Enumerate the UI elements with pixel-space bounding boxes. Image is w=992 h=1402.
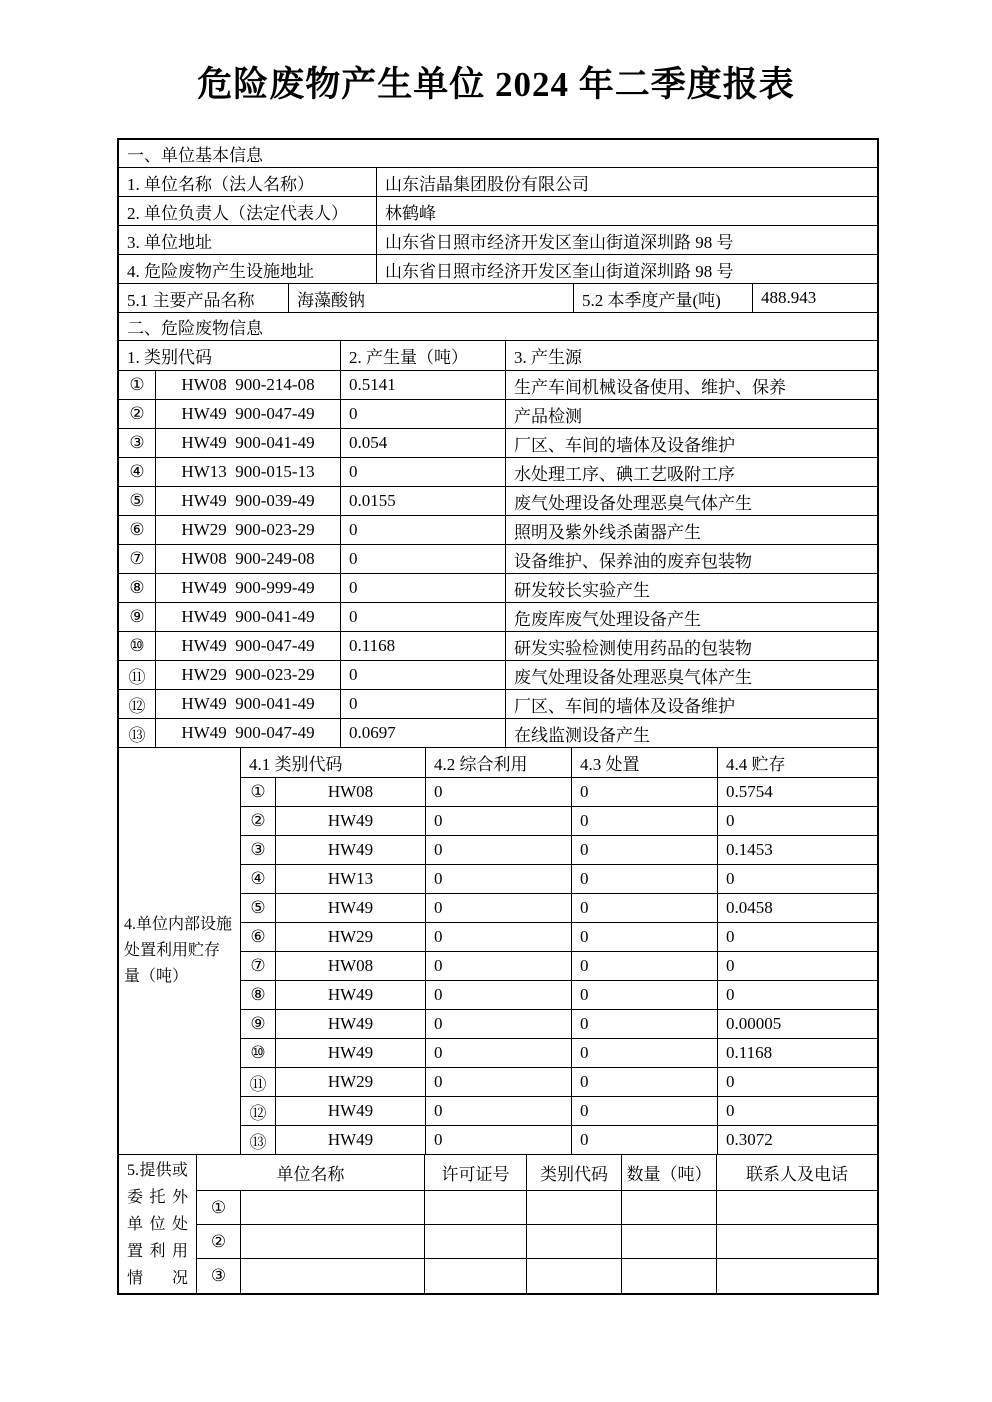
waste-code: HW29 — [276, 1068, 426, 1097]
header-4-4-storage: 4.4 贮存 — [718, 748, 877, 778]
waste-code: HW29 — [276, 923, 426, 952]
storage-value: 0.1168 — [718, 1039, 877, 1068]
waste-code: HW08 — [276, 778, 426, 807]
header-unit-name: 单位名称 — [197, 1155, 425, 1191]
section4-rows — [241, 778, 877, 1155]
table-row — [241, 1126, 877, 1155]
table-row — [197, 1225, 877, 1259]
row-number: ④ — [119, 458, 156, 487]
section5-table — [197, 1155, 877, 1293]
disposal-value: 0 — [572, 1010, 718, 1039]
table-row — [241, 807, 877, 836]
row-number: ⑬ — [119, 719, 156, 748]
disposal-value: 0 — [572, 923, 718, 952]
section2-header-row — [119, 341, 877, 371]
generation-source: 产品检测 — [506, 400, 877, 429]
waste-code: HW49 900-999-49 — [156, 574, 341, 603]
row-number: ⑫ — [119, 690, 156, 719]
generation-source: 研发较长实验产生 — [506, 574, 877, 603]
generation-source: 厂区、车间的墙体及设备维护 — [506, 690, 877, 719]
disposal-value: 0 — [572, 1097, 718, 1126]
row-number: ⑦ — [119, 545, 156, 574]
table-row — [119, 226, 877, 255]
field-label: 4. 危险废物产生设施地址 — [119, 255, 377, 284]
generation-source: 生产车间机械设备使用、维护、保养 — [506, 371, 877, 400]
row-number: ⑨ — [119, 603, 156, 632]
contact-value — [717, 1191, 877, 1225]
row-number: ⑧ — [119, 574, 156, 603]
waste-code: HW49 — [276, 836, 426, 865]
utilization-value: 0 — [426, 1068, 572, 1097]
table-row — [241, 1097, 877, 1126]
row-number: ② — [241, 807, 276, 836]
waste-code: HW13 — [276, 865, 426, 894]
storage-value: 0.1453 — [718, 836, 877, 865]
generated-amount: 0 — [341, 545, 506, 574]
row-number: ③ — [119, 429, 156, 458]
storage-value: 0.0458 — [718, 894, 877, 923]
row-number: ⑥ — [241, 923, 276, 952]
table-row — [241, 952, 877, 981]
table-row — [119, 603, 877, 632]
row-number: ⑪ — [241, 1068, 276, 1097]
field-value: 山东省日照市经济开发区奎山街道深圳路 98 号 — [377, 255, 877, 284]
unit-name-value — [241, 1225, 425, 1259]
generated-amount: 0 — [341, 661, 506, 690]
storage-value: 0.00005 — [718, 1010, 877, 1039]
utilization-value: 0 — [426, 865, 572, 894]
row-number: ③ — [241, 836, 276, 865]
generation-source: 废气处理设备处理恶臭气体产生 — [506, 487, 877, 516]
table-row — [197, 1259, 877, 1293]
table-row — [241, 1039, 877, 1068]
generated-amount: 0 — [341, 458, 506, 487]
generation-source: 研发实验检测使用药品的包装物 — [506, 632, 877, 661]
generated-amount: 0.1168 — [341, 632, 506, 661]
table-row — [241, 1068, 877, 1097]
unit-name-value — [241, 1259, 425, 1293]
generated-amount: 0.0155 — [341, 487, 506, 516]
waste-code: HW49 — [276, 894, 426, 923]
row-number: ⑪ — [119, 661, 156, 690]
utilization-value: 0 — [426, 1126, 572, 1155]
row-number: ⑤ — [241, 894, 276, 923]
waste-code: HW49 900-041-49 — [156, 603, 341, 632]
generation-source: 危废库废气处理设备产生 — [506, 603, 877, 632]
amount-value — [622, 1225, 717, 1259]
disposal-value: 0 — [572, 778, 718, 807]
waste-code: HW49 900-041-49 — [156, 690, 341, 719]
waste-code: HW08 — [276, 952, 426, 981]
table-row — [119, 429, 877, 458]
storage-value: 0.5754 — [718, 778, 877, 807]
table-row — [119, 690, 877, 719]
generation-source: 在线监测设备产生 — [506, 719, 877, 748]
utilization-value: 0 — [426, 952, 572, 981]
waste-code: HW49 — [276, 981, 426, 1010]
header-amount-5: 数量（吨） — [622, 1155, 717, 1191]
table-row — [119, 168, 877, 197]
row-number: ⑥ — [119, 516, 156, 545]
table-row — [241, 778, 877, 807]
storage-value: 0 — [718, 1068, 877, 1097]
disposal-value: 0 — [572, 836, 718, 865]
utilization-value: 0 — [426, 1010, 572, 1039]
utilization-value: 0 — [426, 981, 572, 1010]
utilization-value: 0 — [426, 778, 572, 807]
storage-value: 0 — [718, 981, 877, 1010]
category-code-value — [527, 1191, 622, 1225]
utilization-value: 0 — [426, 1097, 572, 1126]
header-generation-source: 3. 产生源 — [506, 341, 877, 371]
table-row — [119, 632, 877, 661]
generation-source: 厂区、车间的墙体及设备维护 — [506, 429, 877, 458]
row-number: ⑨ — [241, 1010, 276, 1039]
field-label: 1. 单位名称（法人名称） — [119, 168, 377, 197]
table-row — [119, 719, 877, 748]
disposal-value: 0 — [572, 981, 718, 1010]
utilization-value: 0 — [426, 923, 572, 952]
disposal-value: 0 — [572, 1126, 718, 1155]
row-number: ⑧ — [241, 981, 276, 1010]
section5-label-cell — [119, 1155, 197, 1293]
row-number: ① — [241, 778, 276, 807]
disposal-value: 0 — [572, 865, 718, 894]
table-row — [119, 545, 877, 574]
disposal-value: 0 — [572, 1068, 718, 1097]
table-row — [241, 981, 877, 1010]
section1-heading-row — [119, 140, 877, 168]
table-row — [241, 865, 877, 894]
quarter-output-label: 5.2 本季度产量(吨) — [574, 284, 753, 313]
storage-value: 0 — [718, 952, 877, 981]
contact-value — [717, 1225, 877, 1259]
section5-header-row — [197, 1155, 877, 1191]
row-number: ⑩ — [119, 632, 156, 661]
storage-value: 0.3072 — [718, 1126, 877, 1155]
generated-amount: 0 — [341, 516, 506, 545]
disposal-value: 0 — [572, 1039, 718, 1068]
generated-amount: 0.054 — [341, 429, 506, 458]
generated-amount: 0 — [341, 690, 506, 719]
contact-value — [717, 1259, 877, 1293]
waste-code: HW13 900-015-13 — [156, 458, 341, 487]
header-4-1-category-code: 4.1 类别代码 — [241, 748, 426, 778]
waste-code: HW49 900-047-49 — [156, 400, 341, 429]
table-row — [119, 487, 877, 516]
waste-code: HW08 900-214-08 — [156, 371, 341, 400]
product-name-label: 5.1 主要产品名称 — [119, 284, 289, 313]
table-row — [241, 836, 877, 865]
header-permit-no: 许可证号 — [425, 1155, 527, 1191]
category-code-value — [527, 1225, 622, 1259]
table-row — [197, 1191, 877, 1225]
field-value: 山东省日照市经济开发区奎山街道深圳路 98 号 — [377, 226, 877, 255]
storage-value: 0 — [718, 1097, 877, 1126]
header-category-code-5: 类别代码 — [527, 1155, 622, 1191]
waste-code: HW49 900-041-49 — [156, 429, 341, 458]
section4-label: 4.单位内部设施处置利用贮存量（吨） — [124, 916, 233, 985]
generation-source: 水处理工序、碘工艺吸附工序 — [506, 458, 877, 487]
header-4-2-utilization: 4.2 综合利用 — [426, 748, 572, 778]
row-number: ① — [119, 371, 156, 400]
section4 — [119, 748, 877, 1155]
waste-code: HW49 — [276, 1010, 426, 1039]
generated-amount: 0 — [341, 400, 506, 429]
section5-rows — [197, 1191, 877, 1293]
utilization-value: 0 — [426, 894, 572, 923]
waste-code: HW08 900-249-08 — [156, 545, 341, 574]
table-row — [119, 197, 877, 226]
section1-rows — [119, 168, 877, 284]
table-row — [119, 371, 877, 400]
amount-value — [622, 1259, 717, 1293]
product-name-value: 海藻酸钠 — [289, 284, 574, 313]
field-label: 2. 单位负责人（法定代表人） — [119, 197, 377, 226]
table-row — [241, 894, 877, 923]
amount-value — [622, 1191, 717, 1225]
section1-heading: 一、单位基本信息 — [119, 140, 877, 168]
row-number: ⑫ — [241, 1097, 276, 1126]
storage-value: 0 — [718, 923, 877, 952]
section2-rows — [119, 371, 877, 748]
section4-header-row — [241, 748, 877, 778]
generated-amount: 0 — [341, 574, 506, 603]
table-row — [119, 255, 877, 284]
section4-label-cell — [119, 748, 241, 1155]
storage-value: 0 — [718, 807, 877, 836]
generated-amount: 0.0697 — [341, 719, 506, 748]
generation-source: 设备维护、保养油的废弃包装物 — [506, 545, 877, 574]
utilization-value: 0 — [426, 836, 572, 865]
section2-heading-row — [119, 313, 877, 341]
report-table — [117, 138, 879, 1295]
waste-code: HW49 — [276, 1039, 426, 1068]
field-label: 3. 单位地址 — [119, 226, 377, 255]
disposal-value: 0 — [572, 807, 718, 836]
waste-code: HW29 900-023-29 — [156, 661, 341, 690]
generated-amount: 0.5141 — [341, 371, 506, 400]
unit-name-value — [241, 1191, 425, 1225]
header-category-code: 1. 类别代码 — [119, 341, 341, 371]
permit-no-value — [425, 1225, 527, 1259]
row-number: ② — [197, 1225, 241, 1259]
storage-value: 0 — [718, 865, 877, 894]
table-row — [241, 923, 877, 952]
waste-code: HW29 900-023-29 — [156, 516, 341, 545]
row-number: ② — [119, 400, 156, 429]
table-row — [119, 516, 877, 545]
generated-amount: 0 — [341, 603, 506, 632]
quarter-output-value: 488.943 — [753, 284, 877, 313]
header-generated-amount: 2. 产生量（吨） — [341, 341, 506, 371]
row-number: ⑬ — [241, 1126, 276, 1155]
table-row — [119, 661, 877, 690]
waste-code: HW49 900-039-49 — [156, 487, 341, 516]
waste-code: HW49 900-047-49 — [156, 719, 341, 748]
header-contact: 联系人及电话 — [717, 1155, 877, 1191]
field-value: 林鹤峰 — [377, 197, 877, 226]
generation-source: 照明及紫外线杀菌器产生 — [506, 516, 877, 545]
table-row — [119, 574, 877, 603]
row-number: ⑤ — [119, 487, 156, 516]
row-number: ③ — [197, 1259, 241, 1293]
waste-code: HW49 — [276, 1097, 426, 1126]
table-row — [119, 400, 877, 429]
product-row — [119, 284, 877, 313]
utilization-value: 0 — [426, 1039, 572, 1068]
permit-no-value — [425, 1191, 527, 1225]
waste-code: HW49 — [276, 1126, 426, 1155]
table-row — [241, 1010, 877, 1039]
row-number: ④ — [241, 865, 276, 894]
section2-heading: 二、危险废物信息 — [119, 313, 877, 341]
disposal-value: 0 — [572, 894, 718, 923]
page-title: 危险废物产生单位 2024 年二季度报表 — [197, 65, 795, 104]
header-4-3-disposal: 4.3 处置 — [572, 748, 718, 778]
permit-no-value — [425, 1259, 527, 1293]
generation-source: 废气处理设备处理恶臭气体产生 — [506, 661, 877, 690]
row-number: ⑦ — [241, 952, 276, 981]
row-number: ① — [197, 1191, 241, 1225]
category-code-value — [527, 1259, 622, 1293]
field-value: 山东洁晶集团股份有限公司 — [377, 168, 877, 197]
waste-code: HW49 — [276, 807, 426, 836]
disposal-value: 0 — [572, 952, 718, 981]
table-row — [119, 458, 877, 487]
section5 — [119, 1155, 877, 1293]
row-number: ⑩ — [241, 1039, 276, 1068]
waste-code: HW49 900-047-49 — [156, 632, 341, 661]
utilization-value: 0 — [426, 807, 572, 836]
section5-label: 5.提供或委托外单位处置利用情况 — [127, 1161, 188, 1287]
section4-table — [241, 748, 877, 1155]
